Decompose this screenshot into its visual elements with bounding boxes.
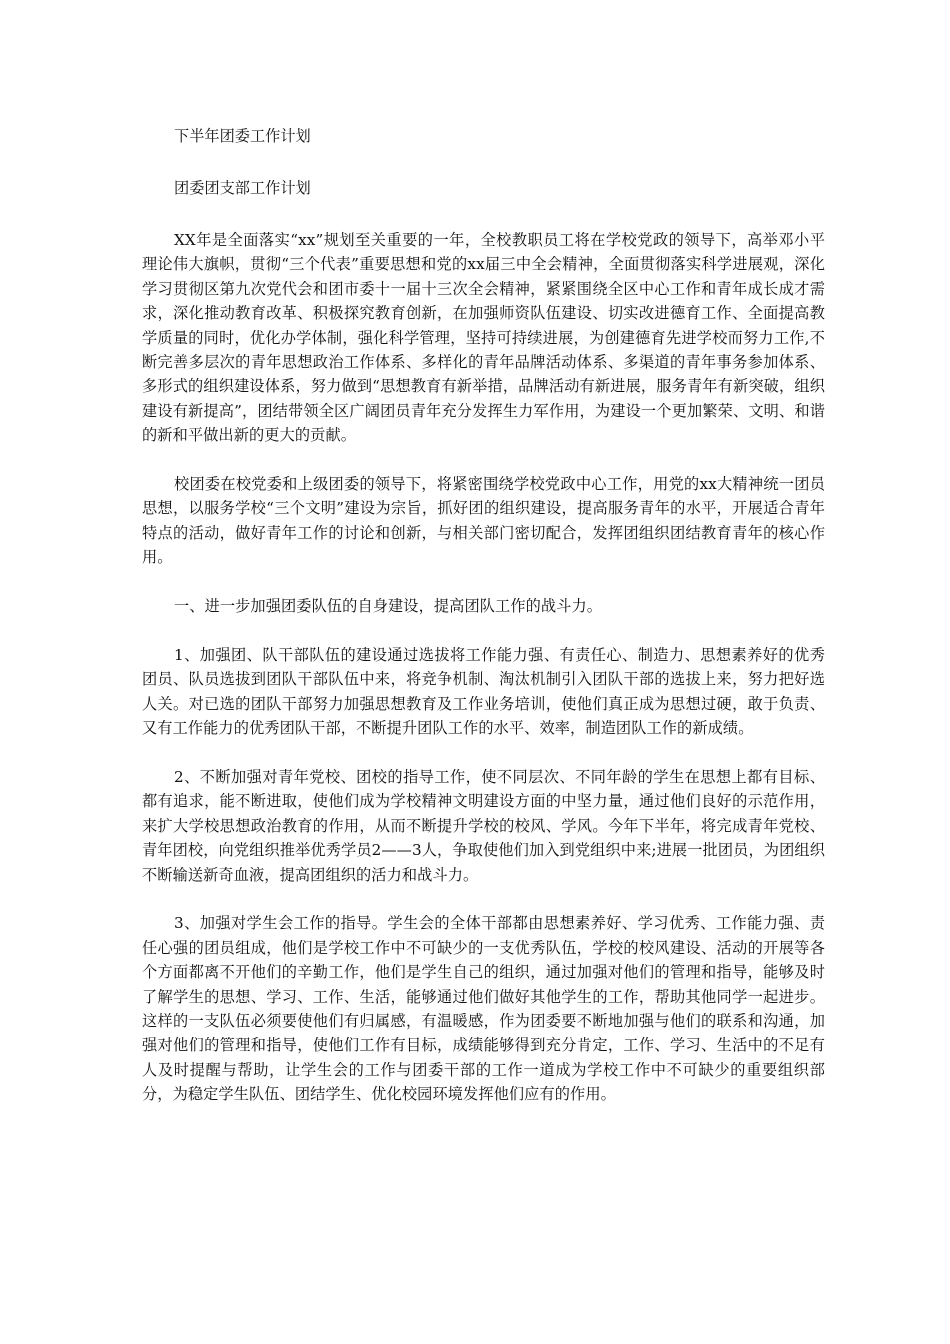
paragraph-item-1: 1、加强团、队干部队伍的建设通过选拔将工作能力强、有责任心、制造力、思想素养好的优秀团员、队员选拔到团队干部队伍中来，将竞争机制、淘汰机制引入团队干部的选拔上来，努力把好选人关。对已选的团队干部努力加强思想教育及工作业务培训，使他们真正成为思想过硬，敢于负责、又有工作能力的优秀团队干部，不断提升团队工作的水平、效率，制造团队工作的新成绩。 xyxy=(142,645,825,738)
paragraph-mission: 校团委在校党委和上级团委的领导下，将紧密围绕学校党政中心工作，用党的xx大精神统一团员思想，以服务学校“三个文明”建设为宗旨，抓好团的组织建设，提高服务青年的水平，开展适合青年特点的活动，做好青年工作的讨论和创新，与相关部门密切配合，发挥团组织团结教育青年的核心作用。 xyxy=(142,475,825,567)
paragraph-item-2: 2、不断加强对青年党校、团校的指导工作，使不同层次、不同年龄的学生在思想上都有目标、都有追求，能不断进取，使他们成为学校精神文明建设方面的中坚力量，通过他们良好的示范作用，来扩大学校思想政治教育的作用，从而不断提升学校的校风、学风。今年下半年，将完成青年党校、青年团校，向党组织推举优秀学员2——3人，争取使他们加入到党组织中来;进展一批团员，为团组织不断输送新奇血液，提高团组织的活力和战斗力。 xyxy=(142,767,825,884)
document-title: 下半年团委工作计划 xyxy=(174,127,311,145)
document-subtitle: 团委团支部工作计划 xyxy=(174,179,311,197)
document-page xyxy=(142,124,825,1131)
paragraph-item-3: 3、加强对学生会工作的指导。学生会的全体干部都由思想素养好、学习优秀、工作能力强、责任心强的团员组成，他们是学校工作中不可缺少的一支优秀队伍，学校的校风建设、活动的开展等各个方面都离不开他们的辛勤工作，他们是学生自己的组织，通过加强对他们的管理和指导，能够及时了解学生的思想、学习、工作、生活，能够通过他们做好其他学生的工作，帮助其他同学一起进步。这样的一支队伍必须要使他们有归属感，有温暖感，作为团委要不断地加强与他们的联系和沟通，加强对他们的管理和指导，使他们工作有目标，成绩能够得到充分肯定，工作、学习、生活中的不足有人及时提醒与帮助，让学生会的工作与团委干部的工作一道成为学校工作中不可缺少的重要组织部分，为稳定学生队伍、团结学生、优化校园环境发挥他们应有的作用。 xyxy=(142,914,825,1104)
paragraph-intro: XX年是全面落实“xx”规划至关重要的一年，全校教职员工将在学校党政的领导下，高举邓小平理论伟大旗帜，贯彻“三个代表”重要思想和党的xx届三中全会精神，全面贯彻落实科学进展观，深化学习贯彻区第九次党代会和团市委十一届十三次全会精神，紧紧围绕全区中心工作和青年成长成才需求，深化推动教育改革、积极探究教育创新，在加强师资队伍建设、切实改进德育工作、全面提高教学质量的同时，优化办学体制，强化科学管理，坚持可持续进展，为创建德育先进学校而努力工作,不断完善多层次的青年思想政治工作体系、多样化的青年品牌活动体系、多渠道的青年事务参加体系、多形式的组织建设体系，努力做到“思想教育有新举措，品牌活动有新进展，服务青年有新突破，组织建设有新提高”，团结带领全区广阔团员青年充分发挥生力军作用，为建设一个更加繁荣、文明、和谐的新和平做出新的更大的贡献。 xyxy=(142,231,825,445)
section-heading-1: 一、进一步加强团委队伍的自身建设，提高团队工作的战斗力。 xyxy=(174,597,603,616)
